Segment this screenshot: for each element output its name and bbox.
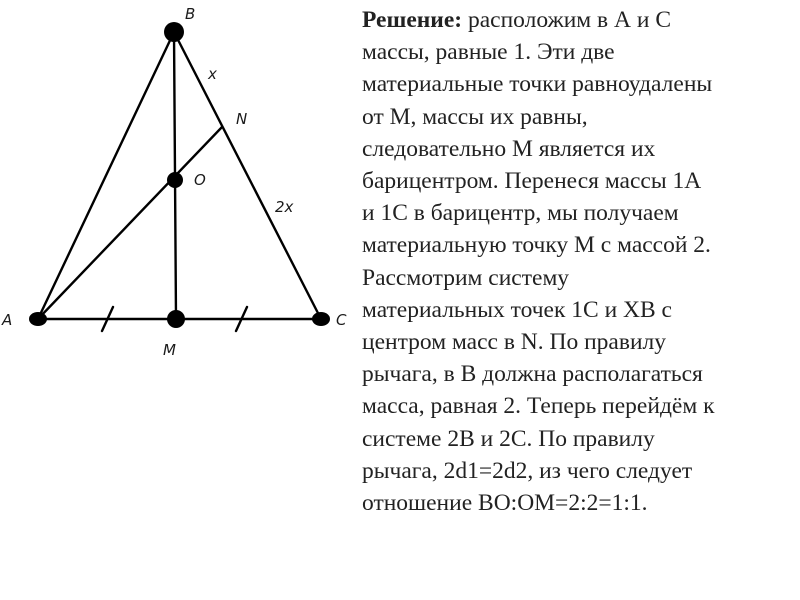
side-ab — [38, 32, 174, 319]
solution-line: барицентром. Перенеся массы 1А — [362, 168, 702, 195]
solution-line-0 — [362, 4, 782, 36]
solution-line: масса, равная 2. Теперь перейдём к — [362, 393, 715, 420]
solution-line: системе 2В и 2С. По правилу — [362, 425, 655, 452]
solution-line: рычага, 2d1=2d2, из чего следует — [362, 457, 693, 484]
label-nc-length: 2x — [275, 198, 294, 216]
triangle-diagram — [0, 0, 360, 380]
solution-heading: Решение: — [362, 7, 463, 33]
label-m: M — [163, 341, 176, 359]
solution-text — [362, 4, 782, 519]
point-b-dot — [164, 22, 184, 42]
label-b: B — [185, 5, 196, 23]
point-a-dot — [29, 312, 47, 326]
label-n: N — [236, 110, 248, 128]
solution-line: материальную точку М с массой 2. — [362, 232, 711, 259]
point-c-dot — [312, 312, 330, 326]
solution-line: материальных точек 1С и ХВ с — [362, 296, 672, 323]
label-c: C — [336, 311, 347, 329]
solution-line: материальные точки равноудалены — [362, 71, 713, 98]
solution-line: рычага, в В должна располагаться — [362, 361, 703, 388]
solution-line: и 1С в барицентр, мы получаем — [362, 200, 679, 227]
solution-first-line-rest: расположим в А и С — [462, 7, 671, 33]
cevian-an — [38, 127, 222, 319]
label-a: A — [2, 311, 13, 329]
solution-line: от М, массы их равны, — [362, 103, 588, 130]
solution-line: отношение ВО:ОМ=2:2=1:1. — [362, 490, 648, 517]
solution-line: следовательно М является их — [362, 135, 656, 162]
label-o: O — [194, 171, 206, 189]
point-m-dot — [167, 310, 185, 328]
solution-line: Рассмотрим систему — [362, 264, 570, 291]
label-bn-length: x — [208, 65, 217, 83]
solution-line: массы, равные 1. Эти две — [362, 39, 615, 66]
point-o-dot — [167, 172, 183, 188]
solution-line: центром масс в N. По правилу — [362, 329, 667, 356]
